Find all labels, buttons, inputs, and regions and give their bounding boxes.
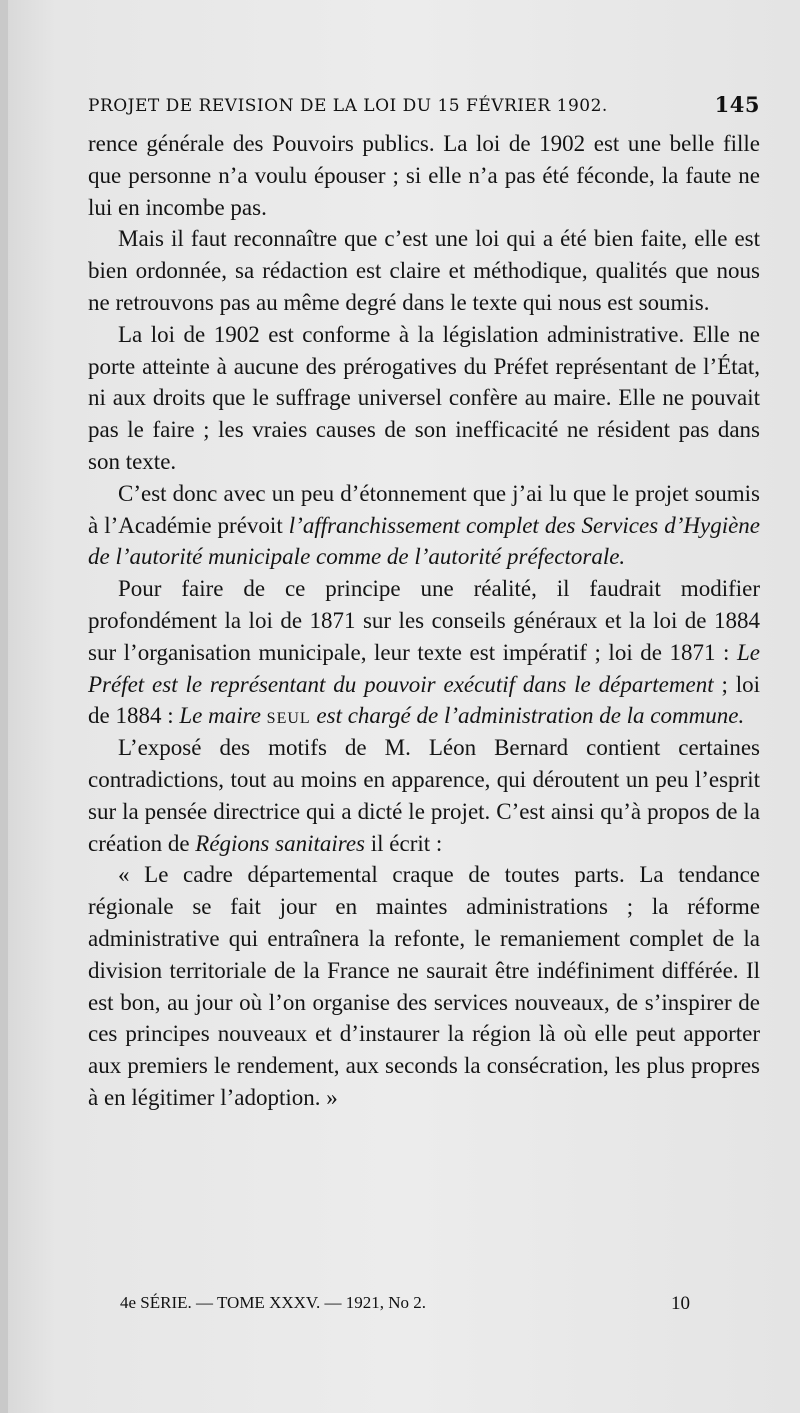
paragraph-text: rence générale des Pouvoirs publics. La loi de 1902 est une belle fille que personne n’a voulu épouser ; si elle n’a pas été féconde, la faute ne lui en incombe pas. xyxy=(88,131,760,220)
paragraph xyxy=(88,732,760,859)
paragraph xyxy=(88,319,760,478)
block-quotation xyxy=(88,859,760,1113)
paragraph-text: C’est donc avec un peu d’étonnement que j’ai lu que le projet soumis à l’Académie prévoit xyxy=(88,480,760,538)
paragraph-text: L’exposé des motifs de M. Léon Bernard contient certaines contradictions, tout au moins en apparence, qui déroutent un peu l’esprit sur la pensée directrice qui a dicté le projet. C’est ainsi qu’à propos de la création de xyxy=(88,735,760,856)
book-page xyxy=(8,0,800,1413)
small-caps-word: seul xyxy=(266,703,311,729)
paragraph-text: Pour faire de ce principe une réalité, il faudrait modifier profondément la loi de 1871 sur les conseils généraux et la loi de 1884 sur l’organisation municipale, leur texte est impératif ; loi de 1871 : xyxy=(88,576,760,665)
series-line: 4e SÉRIE. — TOME XXXV. — 1921, No 2. xyxy=(120,1293,427,1312)
italic-quotation: est chargé de l’administration de la commune. xyxy=(310,703,745,729)
paragraph xyxy=(88,223,760,318)
body-text xyxy=(88,128,760,1114)
running-head xyxy=(88,92,760,122)
running-head-title: PROJET DE REVISION DE LA LOI DU 15 FÉVRIER 1902. xyxy=(88,96,608,116)
paragraph-text: Mais il faut reconnaître que c’est une loi qui a été bien faite, elle est bien ordonnée, sa rédaction est claire et méthodique, qualités que nous ne retrouvons pas au même degré dans le texte qui nous est soumis. xyxy=(88,226,760,315)
signature-mark: 10 xyxy=(671,1293,690,1314)
page-number: 145 xyxy=(714,92,760,117)
italic-quotation: l’affranchissement complet des Services d’Hygiène de l’autorité municipale comme de l’autorité préfectorale. xyxy=(88,512,761,570)
page-footer xyxy=(88,1293,760,1321)
paragraph-text: ; loi de 1884 : xyxy=(88,671,760,729)
italic-quotation: Le Préfet est le représentant du pouvoir exécutif dans le département xyxy=(88,639,760,697)
paragraph-text: La loi de 1902 est conforme à la législation administrative. Elle ne porte atteinte à aucune des prérogatives du Préfet représentant de l’État, ni aux droits que le suffrage universel confère au maire. Elle ne pouvait pas le faire ; les vraies causes de son inefficacité ne résident pas dans son texte. xyxy=(88,321,760,474)
paragraph-text: il écrit : xyxy=(365,830,443,856)
paragraph xyxy=(88,478,760,573)
italic-quotation: Le maire xyxy=(179,703,267,729)
italic-term: Régions sanitaires xyxy=(195,830,366,856)
paragraph xyxy=(88,573,760,732)
paragraph-text: « Le cadre départemental craque de toutes parts. La tendance régionale se fait jour en maintes administrations ; la réforme administrative qui entraînera la refonte, le remaniement complet de la division territoriale de la France ne saurait être indéfiniment différée. Il est bon, au jour où l’on organise des services nouveaux, de s’inspirer de ces principes nouveaux et d’instaurer la région là où elle peut apporter aux premiers le rendement, aux seconds la consécration, les plus propres à en légitimer l’adoption. » xyxy=(88,862,760,1110)
paragraph-continuation xyxy=(88,128,760,223)
